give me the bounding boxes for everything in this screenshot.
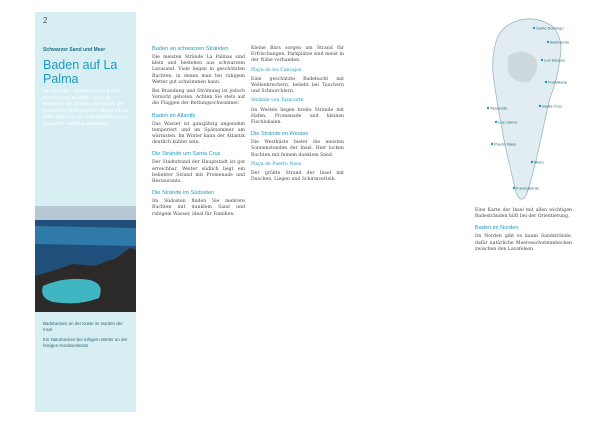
section-heading: Die Strände um Santa Cruz — [152, 151, 221, 158]
map-place-marker — [541, 59, 543, 61]
map-place-marker — [539, 105, 541, 107]
section-heading: Die Strände im Westen — [251, 131, 309, 138]
intro-text: La Palma gilt – ebenso wie die größte Nachbarinsel Teneriffa – nicht als Badeinsel. Die Strände sind kleiner, der Sand meist dunkel und der Atlantik oft rau. Dafür bieten sie viel Ursprünglichkeit und erstaunlich vielfältige Badeplätze. — [43, 88, 130, 126]
paragraph: Eine geschützte Badebucht mit Wellenbrechern, beliebt bei Tauchern und Schnorchlern. — [251, 76, 344, 95]
paragraph: Die meisten Strände La Palmas sind klein und bestehen aus schwarzem Lavasand. Viele liegen in geschützten Buchten, in denen man bei ruhigem Wetter gut schwimmen kann. — [152, 55, 245, 85]
map-place-marker — [491, 143, 493, 145]
map-place-label: Tazacorte — [490, 105, 508, 111]
map-place-marker — [487, 107, 489, 109]
section-heading: Baden im Norden — [475, 225, 519, 232]
text-column-4 — [475, 208, 572, 256]
paragraph: Im Westen liegen breite Strände mit Hafen, Promenade und kleinen Fischlokalen. — [251, 107, 344, 126]
map-place-marker — [545, 81, 547, 83]
photo-caption — [43, 321, 133, 353]
paragraph: Der Stadtstrand der Hauptstadt ist gut erreichbar. Weiter südlich liegt ein beliebter Strand mit Promenade und Restaurants. — [152, 160, 245, 185]
paragraph: Das Wasser ist ganzjährig angenehm temperiert und im Spätsommer am wärmsten. Im Winter kann der Atlantik deutlich kühler sein. — [152, 121, 245, 146]
island-map — [474, 12, 577, 208]
map-place-label: Puerto Naos — [494, 141, 517, 147]
section-heading: Baden an schwarzen Stränden — [152, 46, 229, 52]
paragraph: Die Westküste bietet die meisten Sonnenstunden der Insel. Hier locken Buchten mit feinem dunklem Sand. — [251, 140, 344, 158]
paragraph: Im Südosten finden Sie mehrere Buchten mit dunklem Sand und ruhigem Wasser, ideal für Familien. — [152, 199, 245, 217]
paragraph: Im Norden gibt es kaum Sandstrände, dafür natürliche Meeresschwimmbecken zwischen den Lavafelsen. — [475, 234, 572, 252]
map-place-marker — [495, 121, 497, 123]
map-place-marker — [531, 161, 533, 163]
map-place-marker — [513, 187, 515, 189]
map-place-label: Los Llanos — [498, 119, 518, 125]
paragraph: Der größte Strand der Insel mit Duschen, Liegen und Schirmverleih. — [251, 171, 344, 183]
map-place-label: Los Sauces — [544, 57, 565, 63]
section-heading: Baden im Atlantik — [152, 112, 196, 119]
map-place-label: Santo Domingo — [536, 25, 564, 31]
coast-photo — [35, 206, 136, 312]
map-place-marker — [547, 41, 549, 43]
section-heading: Die Strände im Südosten — [152, 190, 215, 197]
chapter-label: Schwarzer Sand und Meer — [43, 47, 106, 53]
text-column-1 — [152, 46, 245, 221]
place-heading: Strände von Tazacorte — [251, 98, 304, 104]
page-title: Baden auf La Palma — [43, 58, 118, 86]
map-place-label: Puntallana — [548, 79, 567, 85]
caption-item: Ein Naturbecken bei ruhigem Wetter an der felsigen Nordwestküste — [43, 337, 128, 349]
map-place-label: Barlovento — [550, 39, 570, 45]
paragraph: Eine Karte der Insel mit allen wichtigen Badestränden hilft bei der Orientierung. — [475, 208, 572, 220]
map-place-label: Mazo — [534, 159, 544, 165]
place-heading: Playa de Puerto Naos — [251, 161, 302, 167]
caption-item: Badebecken an der Küste im Norden der Insel — [43, 321, 123, 333]
text-column-2 — [251, 46, 344, 186]
map-place-marker — [533, 27, 535, 29]
paragraph: Kleine Bars sorgen am Strand für Erfrischungen. Parkplätze sind meist in der Nähe vorhanden. — [251, 46, 344, 64]
page-number: 2 — [43, 16, 48, 25]
place-heading: Playa de los Cancajos — [251, 67, 302, 73]
map-place-label: Fuencaliente — [516, 185, 539, 191]
paragraph: Bei Brandung und Strömung ist jedoch Vorsicht geboten. Achten Sie stets auf die Flaggen der Rettungsschwimmer. — [152, 89, 245, 107]
map-place-label: Santa Cruz — [542, 103, 563, 109]
